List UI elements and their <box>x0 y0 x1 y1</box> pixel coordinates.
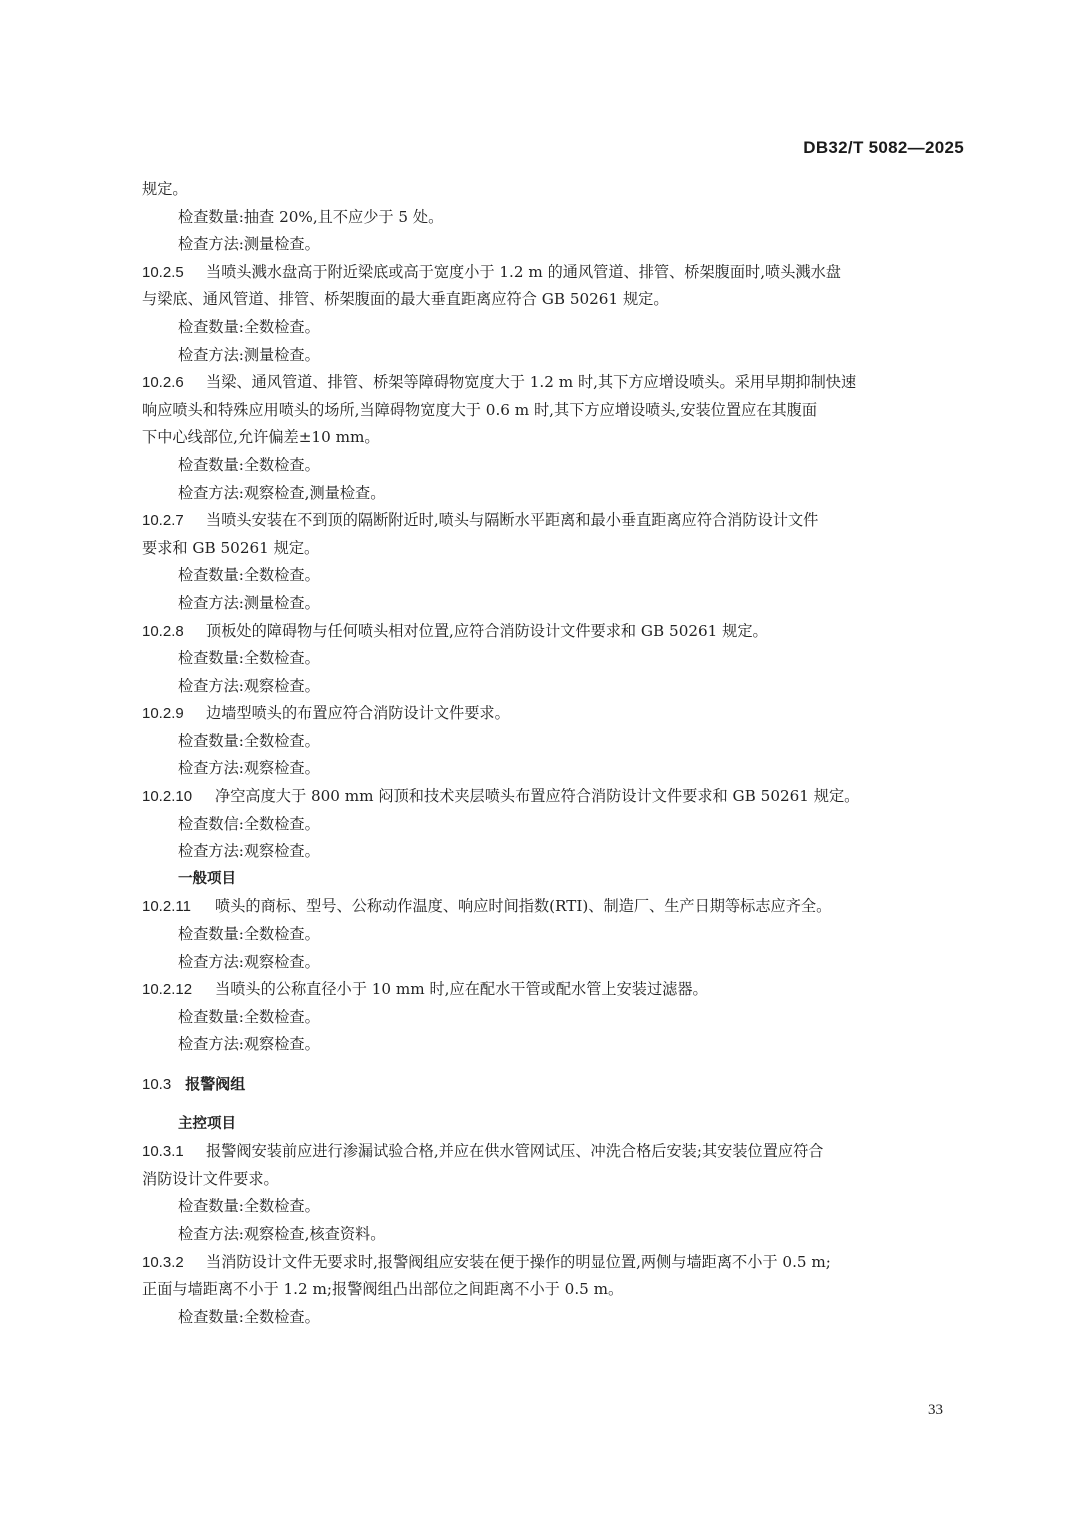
inspection-method: 检查方法:观察检查,核查资料。 <box>178 1224 386 1243</box>
section-title: 报警阀组 <box>185 1075 246 1093</box>
clause-text: 当喷头溅水盘高于附近梁底或高于宽度小于 1.2 m 的通风管道、排管、桥架腹面时,喷头溅水盘 <box>206 262 841 281</box>
clause-10-2-7 <box>142 507 970 535</box>
clause-number: 10.2.10 <box>142 788 193 806</box>
inspection-method: 检查方法:观察检查。 <box>178 676 320 695</box>
inspection-quantity: 检查数量:全数检查。 <box>178 649 320 668</box>
clause-number: 10.2.7 <box>142 512 184 530</box>
inspection-quantity: 检查数量:全数检查。 <box>178 1307 320 1326</box>
clause-text-cont: 下中心线部位,允许偏差±10 mm。 <box>142 428 380 447</box>
clause-number: 10.2.12 <box>142 981 193 999</box>
clause-10-3-1 <box>142 1138 970 1166</box>
clause-number: 10.2.9 <box>142 705 184 723</box>
clause-number: 10.2.8 <box>142 622 184 640</box>
clause-text: 边墙型喷头的布置应符合消防设计文件要求。 <box>206 704 510 723</box>
clause-10-2-11 <box>142 893 970 921</box>
inspection-quantity: 检查数量:全数检查。 <box>178 566 320 585</box>
clause-10-2-10 <box>142 783 970 811</box>
inspection-method: 检查方法:测量检查。 <box>178 235 320 254</box>
clause-10-3-2 <box>142 1249 970 1277</box>
inspection-quantity: 检查数量:全数检查。 <box>178 1197 320 1216</box>
inspection-method: 检查方法:观察检查。 <box>178 952 320 971</box>
clause-number: 10.2.6 <box>142 374 184 392</box>
section-heading-10-3 <box>142 1071 970 1099</box>
document-code-header: DB32/T 5082—2025 <box>803 138 964 157</box>
clause-text: 当喷头的公称直径小于 10 mm 时,应在配水干管或配水管上安装过滤器。 <box>215 980 708 999</box>
inspection-quantity: 检查数量:全数检查。 <box>178 731 320 750</box>
clause-text: 当梁、通风管道、排管、桥架等障碍物宽度大于 1.2 m 时,其下方应增设喷头。采用早期抑制快速 <box>206 373 857 392</box>
inspection-method: 检查方法:观察检查,测量检查。 <box>178 483 386 502</box>
inspection-method: 检查方法:测量检查。 <box>178 345 320 364</box>
inspection-quantity: 检查数量:全数检查。 <box>178 925 320 944</box>
clause-text-cont: 消防设计文件要求。 <box>142 1169 279 1188</box>
clause-text-cont: 正面与墙距离不小于 1.2 m;报警阀组凸出部位之间距离不小于 0.5 m。 <box>142 1280 624 1299</box>
inspection-method: 检查方法:测量检查。 <box>178 593 320 612</box>
page-number: 33 <box>928 1402 943 1418</box>
clause-text-cont: 与梁底、通风管道、排管、桥架腹面的最大垂直距离应符合 GB 50261 规定。 <box>142 290 669 309</box>
clause-number: 10.2.5 <box>142 263 184 281</box>
clause-text: 净空高度大于 800 mm 闷顶和技术夹层喷头布置应符合消防设计文件要求和 GB 50261 规定。 <box>215 787 860 806</box>
clause-10-2-9 <box>142 700 970 728</box>
clause-text: 报警阀安装前应进行渗漏试验合格,并应在供水管网试压、冲洗合格后安装;其安装位置应符合 <box>206 1142 824 1161</box>
main-control-items-heading: 主控项目 <box>178 1115 236 1132</box>
inspection-method: 检查方法:观察检查。 <box>178 759 320 778</box>
clause-text: 当喷头安装在不到顶的隔断附近时,喷头与隔断水平距离和最小垂直距离应符合消防设计文件 <box>206 511 819 530</box>
inspection-quantity: 检查数信:全数检查。 <box>178 814 320 833</box>
clause-10-2-6 <box>142 369 970 397</box>
inspection-method: 检查方法:观察检查。 <box>178 1035 320 1054</box>
clause-text-cont: 响应喷头和特殊应用喷头的场所,当障碍物宽度大于 0.6 m 时,其下方应增设喷头,安装位置应在其腹面 <box>142 400 818 419</box>
inspection-quantity: 检查数量:全数检查。 <box>178 455 320 474</box>
clause-number: 10.2.11 <box>142 898 191 916</box>
inspection-quantity: 检查数量:抽查 20%,且不应少于 5 处。 <box>178 207 444 226</box>
inspection-quantity: 检查数量:全数检查。 <box>178 1007 320 1026</box>
clause-number: 10.3.2 <box>142 1253 184 1271</box>
document-body <box>142 176 970 1331</box>
text-line: 规定。 <box>142 180 188 198</box>
clause-text: 喷头的商标、型号、公称动作温度、响应时间指数(RTI)、制造厂、生产日期等标志应齐全。 <box>215 897 832 916</box>
clause-10-2-5 <box>142 259 970 287</box>
general-items-heading: 一般项目 <box>178 870 236 887</box>
clause-text: 当消防设计文件无要求时,报警阀组应安装在便于操作的明显位置,两侧与墙距离不小于 0.5 m; <box>206 1252 831 1271</box>
clause-text: 顶板处的障碍物与任何喷头相对位置,应符合消防设计文件要求和 GB 50261 规定。 <box>206 621 768 640</box>
clause-text-cont: 要求和 GB 50261 规定。 <box>142 538 320 557</box>
inspection-quantity: 检查数量:全数检查。 <box>178 317 320 336</box>
inspection-method: 检查方法:观察检查。 <box>178 842 320 861</box>
clause-10-2-12 <box>142 976 970 1004</box>
clause-10-2-8 <box>142 618 970 646</box>
section-number: 10.3 <box>142 1076 172 1093</box>
clause-number: 10.3.1 <box>142 1143 184 1161</box>
